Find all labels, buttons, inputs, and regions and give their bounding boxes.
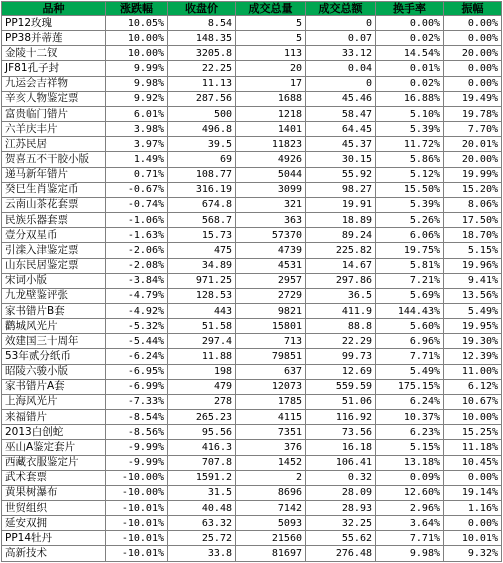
cell-change: -1.06% bbox=[106, 213, 168, 228]
table-row bbox=[2, 303, 502, 318]
table-row bbox=[2, 152, 502, 167]
cell-name: JF81孔子封 bbox=[2, 61, 106, 76]
cell-amount: 225.82 bbox=[306, 243, 376, 258]
cell-name: 九运会吉祥物 bbox=[2, 76, 106, 91]
cell-turnover: 5.39% bbox=[376, 197, 444, 212]
cell-close: 297.4 bbox=[168, 334, 236, 349]
cell-name: 西藏衣服鉴定片 bbox=[2, 455, 106, 470]
cell-turnover: 11.72% bbox=[376, 137, 444, 152]
cell-name: 高新技术 bbox=[2, 546, 106, 562]
table-row bbox=[2, 501, 502, 516]
table-row bbox=[2, 258, 502, 273]
cell-amplitude: 19.96% bbox=[444, 258, 502, 273]
cell-name: 富贵临门错片 bbox=[2, 106, 106, 121]
cell-turnover: 5.49% bbox=[376, 364, 444, 379]
cell-turnover: 12.60% bbox=[376, 485, 444, 500]
cell-turnover: 5.26% bbox=[376, 213, 444, 228]
cell-close: 34.89 bbox=[168, 258, 236, 273]
cell-turnover: 5.81% bbox=[376, 258, 444, 273]
cell-name: 江苏民居 bbox=[2, 137, 106, 152]
cell-name: 鹳城风光片 bbox=[2, 319, 106, 334]
cell-close: 63.32 bbox=[168, 516, 236, 531]
cell-change: -8.54% bbox=[106, 410, 168, 425]
header-change: 涨跌幅 bbox=[106, 2, 168, 16]
cell-amount: 51.06 bbox=[306, 394, 376, 409]
cell-name: 家书错片B套 bbox=[2, 303, 106, 318]
table-row bbox=[2, 516, 502, 531]
cell-change: -0.67% bbox=[106, 182, 168, 197]
cell-turnover: 0.02% bbox=[376, 76, 444, 91]
cell-volume: 113 bbox=[236, 46, 306, 61]
cell-volume: 1218 bbox=[236, 106, 306, 121]
cell-name: 民族乐器套票 bbox=[2, 213, 106, 228]
cell-change: -2.06% bbox=[106, 243, 168, 258]
cell-amount: 58.47 bbox=[306, 106, 376, 121]
cell-amplitude: 15.25% bbox=[444, 425, 502, 440]
cell-turnover: 6.23% bbox=[376, 425, 444, 440]
table-row bbox=[2, 379, 502, 394]
cell-amount: 12.69 bbox=[306, 364, 376, 379]
cell-volume: 3099 bbox=[236, 182, 306, 197]
cell-change: -4.79% bbox=[106, 288, 168, 303]
cell-amount: 55.92 bbox=[306, 167, 376, 182]
cell-close: 568.7 bbox=[168, 213, 236, 228]
table-row bbox=[2, 470, 502, 485]
cell-close: 69 bbox=[168, 152, 236, 167]
cell-volume: 4926 bbox=[236, 152, 306, 167]
cell-change: -10.00% bbox=[106, 485, 168, 500]
cell-amplitude: 8.06% bbox=[444, 197, 502, 212]
cell-change: 10.05% bbox=[106, 16, 168, 31]
table-row bbox=[2, 546, 502, 562]
cell-volume: 1401 bbox=[236, 122, 306, 137]
cell-name: 来福错片 bbox=[2, 410, 106, 425]
cell-close: 25.72 bbox=[168, 531, 236, 546]
cell-name: 53年贰分纸币 bbox=[2, 349, 106, 364]
cell-amount: 33.12 bbox=[306, 46, 376, 61]
cell-change: 9.92% bbox=[106, 91, 168, 106]
cell-close: 148.35 bbox=[168, 31, 236, 46]
cell-amount: 36.5 bbox=[306, 288, 376, 303]
cell-amplitude: 7.70% bbox=[444, 122, 502, 137]
cell-amplitude: 19.14% bbox=[444, 485, 502, 500]
header-amplitude: 振幅 bbox=[444, 2, 502, 16]
cell-turnover: 7.71% bbox=[376, 349, 444, 364]
cell-close: 475 bbox=[168, 243, 236, 258]
cell-amplitude: 0.00% bbox=[444, 31, 502, 46]
cell-amount: 276.48 bbox=[306, 546, 376, 562]
table-row bbox=[2, 182, 502, 197]
table-row bbox=[2, 410, 502, 425]
cell-close: 316.19 bbox=[168, 182, 236, 197]
cell-name: 山东民居鉴定票 bbox=[2, 258, 106, 273]
cell-amplitude: 15.20% bbox=[444, 182, 502, 197]
table-row bbox=[2, 61, 502, 76]
cell-change: -10.00% bbox=[106, 470, 168, 485]
cell-volume: 15801 bbox=[236, 319, 306, 334]
cell-name: 辛亥人物鉴定票 bbox=[2, 91, 106, 106]
cell-amplitude: 19.30% bbox=[444, 334, 502, 349]
table-row bbox=[2, 213, 502, 228]
cell-close: 265.23 bbox=[168, 410, 236, 425]
cell-amplitude: 10.00% bbox=[444, 410, 502, 425]
cell-volume: 12073 bbox=[236, 379, 306, 394]
cell-amplitude: 19.49% bbox=[444, 91, 502, 106]
cell-name: 延安双拥 bbox=[2, 516, 106, 531]
table-body bbox=[2, 16, 502, 562]
cell-turnover: 0.02% bbox=[376, 31, 444, 46]
cell-close: 3205.8 bbox=[168, 46, 236, 61]
cell-close: 278 bbox=[168, 394, 236, 409]
cell-change: -10.01% bbox=[106, 516, 168, 531]
cell-close: 674.8 bbox=[168, 197, 236, 212]
cell-amount: 411.9 bbox=[306, 303, 376, 318]
cell-close: 496.8 bbox=[168, 122, 236, 137]
cell-amplitude: 5.15% bbox=[444, 243, 502, 258]
cell-amount: 19.91 bbox=[306, 197, 376, 212]
cell-amount: 28.09 bbox=[306, 485, 376, 500]
cell-close: 287.56 bbox=[168, 91, 236, 106]
table-row bbox=[2, 137, 502, 152]
table-row bbox=[2, 440, 502, 455]
header-volume: 成交总量 bbox=[236, 2, 306, 16]
table-row bbox=[2, 364, 502, 379]
header-name: 品种 bbox=[2, 2, 106, 16]
cell-turnover: 0.01% bbox=[376, 61, 444, 76]
table-row bbox=[2, 106, 502, 121]
cell-change: -5.44% bbox=[106, 334, 168, 349]
cell-name: 引滦入津鉴定票 bbox=[2, 243, 106, 258]
cell-name: 昭陵六骏小版 bbox=[2, 364, 106, 379]
cell-change: -8.56% bbox=[106, 425, 168, 440]
cell-amplitude: 11.18% bbox=[444, 440, 502, 455]
cell-amplitude: 20.00% bbox=[444, 152, 502, 167]
cell-volume: 20 bbox=[236, 61, 306, 76]
table-row bbox=[2, 425, 502, 440]
cell-change: -2.08% bbox=[106, 258, 168, 273]
cell-change: 3.98% bbox=[106, 122, 168, 137]
cell-amplitude: 20.00% bbox=[444, 46, 502, 61]
cell-volume: 376 bbox=[236, 440, 306, 455]
cell-volume: 5093 bbox=[236, 516, 306, 531]
cell-amount: 22.29 bbox=[306, 334, 376, 349]
cell-name: 家书错片A套 bbox=[2, 379, 106, 394]
cell-volume: 2957 bbox=[236, 273, 306, 288]
table-row bbox=[2, 76, 502, 91]
cell-volume: 5 bbox=[236, 16, 306, 31]
cell-turnover: 5.10% bbox=[376, 106, 444, 121]
cell-name: 上海风光片 bbox=[2, 394, 106, 409]
cell-change: 0.71% bbox=[106, 167, 168, 182]
cell-change: 10.00% bbox=[106, 31, 168, 46]
cell-turnover: 6.96% bbox=[376, 334, 444, 349]
cell-name: PP12玫瑰 bbox=[2, 16, 106, 31]
cell-amount: 89.24 bbox=[306, 228, 376, 243]
cell-volume: 7351 bbox=[236, 425, 306, 440]
cell-amplitude: 10.67% bbox=[444, 394, 502, 409]
cell-amount: 30.15 bbox=[306, 152, 376, 167]
cell-change: 10.00% bbox=[106, 46, 168, 61]
cell-volume: 79851 bbox=[236, 349, 306, 364]
cell-turnover: 3.64% bbox=[376, 516, 444, 531]
table-row bbox=[2, 46, 502, 61]
cell-close: 707.8 bbox=[168, 455, 236, 470]
cell-amount: 0 bbox=[306, 16, 376, 31]
cell-amplitude: 19.95% bbox=[444, 319, 502, 334]
cell-turnover: 7.21% bbox=[376, 273, 444, 288]
cell-turnover: 13.18% bbox=[376, 455, 444, 470]
cell-amount: 98.27 bbox=[306, 182, 376, 197]
cell-volume: 9821 bbox=[236, 303, 306, 318]
cell-amplitude: 5.49% bbox=[444, 303, 502, 318]
cell-turnover: 6.24% bbox=[376, 394, 444, 409]
cell-amplitude: 19.78% bbox=[444, 106, 502, 121]
cell-change: -0.74% bbox=[106, 197, 168, 212]
cell-amount: 73.56 bbox=[306, 425, 376, 440]
table-row bbox=[2, 243, 502, 258]
cell-amount: 45.37 bbox=[306, 137, 376, 152]
cell-volume: 11823 bbox=[236, 137, 306, 152]
cell-amplitude: 13.56% bbox=[444, 288, 502, 303]
cell-close: 33.8 bbox=[168, 546, 236, 562]
cell-amplitude: 0.00% bbox=[444, 470, 502, 485]
cell-volume: 363 bbox=[236, 213, 306, 228]
cell-change: -5.32% bbox=[106, 319, 168, 334]
table-row bbox=[2, 197, 502, 212]
cell-amount: 0.32 bbox=[306, 470, 376, 485]
cell-close: 8.54 bbox=[168, 16, 236, 31]
cell-close: 40.48 bbox=[168, 501, 236, 516]
cell-volume: 713 bbox=[236, 334, 306, 349]
cell-amount: 55.62 bbox=[306, 531, 376, 546]
cell-turnover: 9.98% bbox=[376, 546, 444, 562]
cell-turnover: 7.71% bbox=[376, 531, 444, 546]
table-row bbox=[2, 31, 502, 46]
cell-amplitude: 10.01% bbox=[444, 531, 502, 546]
table-row bbox=[2, 349, 502, 364]
cell-volume: 17 bbox=[236, 76, 306, 91]
cell-close: 11.13 bbox=[168, 76, 236, 91]
cell-volume: 4739 bbox=[236, 243, 306, 258]
cell-close: 971.25 bbox=[168, 273, 236, 288]
table-row bbox=[2, 485, 502, 500]
cell-turnover: 144.43% bbox=[376, 303, 444, 318]
cell-change: -10.01% bbox=[106, 531, 168, 546]
cell-amplitude: 10.45% bbox=[444, 455, 502, 470]
cell-volume: 321 bbox=[236, 197, 306, 212]
cell-change: 9.98% bbox=[106, 76, 168, 91]
cell-name: 癸巳生肖鉴定币 bbox=[2, 182, 106, 197]
cell-amount: 116.92 bbox=[306, 410, 376, 425]
table-row bbox=[2, 531, 502, 546]
cell-name: 递马新年错片 bbox=[2, 167, 106, 182]
cell-change: 6.01% bbox=[106, 106, 168, 121]
cell-close: 51.58 bbox=[168, 319, 236, 334]
cell-name: 黄果树瀑布 bbox=[2, 485, 106, 500]
cell-turnover: 2.96% bbox=[376, 501, 444, 516]
cell-name: 贺喜五不干胶小版 bbox=[2, 152, 106, 167]
cell-change: -4.92% bbox=[106, 303, 168, 318]
cell-volume: 21560 bbox=[236, 531, 306, 546]
cell-close: 39.5 bbox=[168, 137, 236, 152]
cell-amount: 88.8 bbox=[306, 319, 376, 334]
cell-close: 15.73 bbox=[168, 228, 236, 243]
cell-change: 1.49% bbox=[106, 152, 168, 167]
cell-name: 六羊庆丰片 bbox=[2, 122, 106, 137]
cell-amount: 0 bbox=[306, 76, 376, 91]
table-row bbox=[2, 228, 502, 243]
cell-close: 1591.2 bbox=[168, 470, 236, 485]
cell-volume: 1785 bbox=[236, 394, 306, 409]
table-row bbox=[2, 16, 502, 31]
table-row bbox=[2, 334, 502, 349]
cell-volume: 4531 bbox=[236, 258, 306, 273]
header-row bbox=[2, 2, 502, 16]
cell-amplitude: 6.12% bbox=[444, 379, 502, 394]
cell-turnover: 0.00% bbox=[376, 16, 444, 31]
cell-amplitude: 0.00% bbox=[444, 76, 502, 91]
cell-amount: 559.59 bbox=[306, 379, 376, 394]
cell-turnover: 5.60% bbox=[376, 319, 444, 334]
cell-amplitude: 20.01% bbox=[444, 137, 502, 152]
cell-turnover: 19.75% bbox=[376, 243, 444, 258]
cell-turnover: 5.39% bbox=[376, 122, 444, 137]
cell-turnover: 5.15% bbox=[376, 440, 444, 455]
cell-close: 479 bbox=[168, 379, 236, 394]
cell-name: 云南山茶花套票 bbox=[2, 197, 106, 212]
cell-turnover: 0.09% bbox=[376, 470, 444, 485]
cell-change: -1.63% bbox=[106, 228, 168, 243]
cell-amplitude: 9.32% bbox=[444, 546, 502, 562]
cell-turnover: 10.37% bbox=[376, 410, 444, 425]
cell-close: 443 bbox=[168, 303, 236, 318]
cell-amount: 106.41 bbox=[306, 455, 376, 470]
cell-name: 金陵十二钗 bbox=[2, 46, 106, 61]
cell-volume: 637 bbox=[236, 364, 306, 379]
cell-turnover: 175.15% bbox=[376, 379, 444, 394]
cell-turnover: 5.69% bbox=[376, 288, 444, 303]
cell-name: PP14牡丹 bbox=[2, 531, 106, 546]
cell-name: 世贸组织 bbox=[2, 501, 106, 516]
cell-turnover: 5.12% bbox=[376, 167, 444, 182]
cell-close: 108.77 bbox=[168, 167, 236, 182]
cell-name: 九龙壁鉴评张 bbox=[2, 288, 106, 303]
table-row bbox=[2, 273, 502, 288]
cell-close: 500 bbox=[168, 106, 236, 121]
cell-close: 416.3 bbox=[168, 440, 236, 455]
cell-amount: 45.46 bbox=[306, 91, 376, 106]
cell-name: 宋词小版 bbox=[2, 273, 106, 288]
table-row bbox=[2, 455, 502, 470]
cell-turnover: 16.88% bbox=[376, 91, 444, 106]
market-table bbox=[1, 1, 502, 562]
cell-amplitude: 9.41% bbox=[444, 273, 502, 288]
cell-change: -10.01% bbox=[106, 501, 168, 516]
cell-change: -9.99% bbox=[106, 440, 168, 455]
header-turnover: 换手率 bbox=[376, 2, 444, 16]
header-amount: 成交总额 bbox=[306, 2, 376, 16]
cell-close: 95.56 bbox=[168, 425, 236, 440]
cell-turnover: 14.54% bbox=[376, 46, 444, 61]
cell-volume: 7142 bbox=[236, 501, 306, 516]
cell-volume: 5 bbox=[236, 31, 306, 46]
table-row bbox=[2, 319, 502, 334]
cell-turnover: 15.50% bbox=[376, 182, 444, 197]
cell-amount: 32.25 bbox=[306, 516, 376, 531]
cell-volume: 5044 bbox=[236, 167, 306, 182]
header-close: 收盘价 bbox=[168, 2, 236, 16]
cell-name: PP38并蒂莲 bbox=[2, 31, 106, 46]
cell-close: 11.88 bbox=[168, 349, 236, 364]
cell-change: -6.95% bbox=[106, 364, 168, 379]
cell-amount: 0.07 bbox=[306, 31, 376, 46]
cell-change: -6.24% bbox=[106, 349, 168, 364]
cell-volume: 2 bbox=[236, 470, 306, 485]
table-row bbox=[2, 91, 502, 106]
cell-amount: 16.18 bbox=[306, 440, 376, 455]
cell-volume: 1688 bbox=[236, 91, 306, 106]
cell-amount: 297.86 bbox=[306, 273, 376, 288]
cell-change: -3.84% bbox=[106, 273, 168, 288]
table-row bbox=[2, 394, 502, 409]
cell-close: 128.53 bbox=[168, 288, 236, 303]
cell-amplitude: 12.39% bbox=[444, 349, 502, 364]
table-row bbox=[2, 167, 502, 182]
cell-amplitude: 11.00% bbox=[444, 364, 502, 379]
cell-change: -10.01% bbox=[106, 546, 168, 562]
cell-change: -6.99% bbox=[106, 379, 168, 394]
cell-change: -9.99% bbox=[106, 455, 168, 470]
cell-turnover: 6.06% bbox=[376, 228, 444, 243]
cell-amount: 18.89 bbox=[306, 213, 376, 228]
cell-amount: 14.67 bbox=[306, 258, 376, 273]
cell-volume: 57370 bbox=[236, 228, 306, 243]
cell-change: 3.97% bbox=[106, 137, 168, 152]
cell-amount: 0.04 bbox=[306, 61, 376, 76]
cell-volume: 81697 bbox=[236, 546, 306, 562]
cell-name: 武术套票 bbox=[2, 470, 106, 485]
cell-amplitude: 19.99% bbox=[444, 167, 502, 182]
cell-volume: 4115 bbox=[236, 410, 306, 425]
cell-volume: 8696 bbox=[236, 485, 306, 500]
cell-close: 31.5 bbox=[168, 485, 236, 500]
cell-amount: 64.45 bbox=[306, 122, 376, 137]
cell-amount: 99.73 bbox=[306, 349, 376, 364]
cell-change: 9.99% bbox=[106, 61, 168, 76]
table-row bbox=[2, 122, 502, 137]
cell-volume: 1452 bbox=[236, 455, 306, 470]
cell-amplitude: 1.16% bbox=[444, 501, 502, 516]
cell-volume: 2729 bbox=[236, 288, 306, 303]
cell-name: 壹分双星币 bbox=[2, 228, 106, 243]
cell-amplitude: 0.00% bbox=[444, 61, 502, 76]
cell-close: 198 bbox=[168, 364, 236, 379]
cell-close: 22.25 bbox=[168, 61, 236, 76]
cell-name: 巫山A鉴定套片 bbox=[2, 440, 106, 455]
cell-name: 2013白创蛇 bbox=[2, 425, 106, 440]
cell-amplitude: 18.70% bbox=[444, 228, 502, 243]
cell-amplitude: 0.00% bbox=[444, 16, 502, 31]
cell-change: -7.33% bbox=[106, 394, 168, 409]
cell-amount: 28.93 bbox=[306, 501, 376, 516]
cell-amplitude: 17.50% bbox=[444, 213, 502, 228]
table-row bbox=[2, 288, 502, 303]
cell-turnover: 5.86% bbox=[376, 152, 444, 167]
cell-amplitude: 0.00% bbox=[444, 516, 502, 531]
cell-name: 效建国三十周年 bbox=[2, 334, 106, 349]
